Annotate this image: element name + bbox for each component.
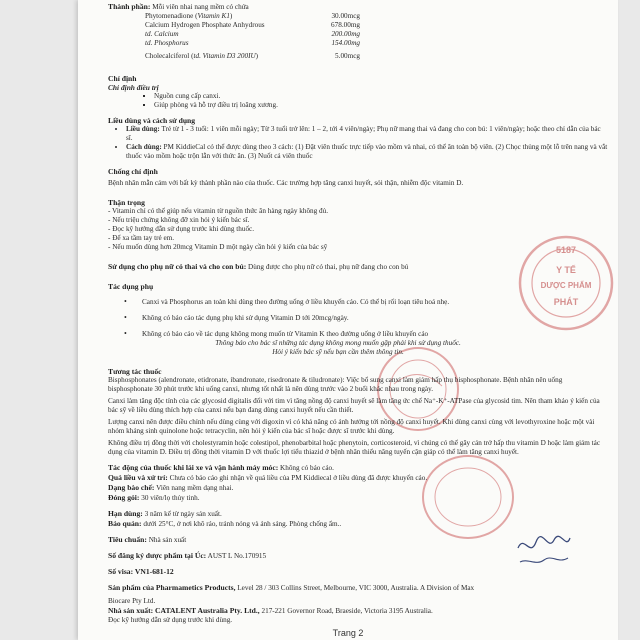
ingredient-name: Calcium Hydrogen Phosphate Anhydrous bbox=[145, 21, 265, 29]
shelf-life-line: Hạn dùng: 3 năm kể từ ngày sản xuất. bbox=[108, 509, 222, 518]
standard-line: Tiêu chuẩn: Nhà sản xuất bbox=[108, 535, 187, 544]
page-number: Trang 2 bbox=[332, 628, 364, 638]
list-item: • Cách dùng: PM KiddieCal có thể được dùng theo 3 cách: (1) Đặt viên thuốc trực tiếp vào mồm và nhai, có thể ăn toàn bộ viên. (2) Chọc thủng một lỗ trên nang và vắt thuốc vào mồm hoặc trộn lẫn với thức ăn. (3) Nuốt cả viên thuốc bbox=[126, 143, 608, 161]
final-note: Đọc kỹ hướng dẫn sử dụng trước khi dùng. bbox=[108, 616, 233, 624]
driving-line: Tác động của thuốc khi lái xe và vận hành máy móc: Không có báo cáo. bbox=[108, 463, 334, 472]
document-page bbox=[78, 0, 618, 640]
interaction-paragraph: Bisphosphonates (alendronate, etidronate, ibandronate, risedronate & tiludronate): Việc bổ sung canxi làm giảm hấp thụ bisphosphonate. Bệnh nhân nên uống bisphosphonate 30 phút trước khi uống canxi, nhưng tốt nhất là nên dùng trước vào 2 buổi khác nhau trong ngày. bbox=[108, 376, 563, 393]
interaction-paragraph: Canxi làm tăng độc tính của các glycosid digitalis đối với tim vì tăng nồng độ canxi huyết sẽ làm tăng ức chế Na⁺-K⁺-ATPase của glycosid tim. Nên tham khảo ý kiến của bác sỹ về liều dùng thích hợp của canxi nếu bạn đang dùng canxi huyết nếu cần thiết. bbox=[108, 397, 600, 414]
side-effects-note-2: Hỏi ý kiến bác sỹ nếu bạn cần thêm thông tin. bbox=[272, 348, 404, 356]
precaution-line: - Nếu muốn dùng hơn 20mcg Vitamin D một ngày cần hỏi ý kiến của bác sỹ bbox=[108, 243, 328, 251]
ingredient-name: Cholecalciferol (td. Vitamin D3 200IU) bbox=[145, 52, 259, 60]
list-item: • Liều dùng: Trẻ từ 1 - 3 tuổi: 1 viên mỗi ngày; Từ 3 tuổi trở lên: 1 – 2, tới 4 viên/ngày; Phụ nữ mang thai và đang cho con bú: 1 viên/ngày; hoặc theo chỉ dẫn của bác sĩ. bbox=[126, 125, 608, 143]
pregnancy-heading: Sử dụng cho phụ nữ có thai và cho con bú: bbox=[108, 262, 247, 271]
composition-intro: Mỗi viên nhai nang mềm có chứa bbox=[152, 3, 249, 11]
list-item: ▪ Nguồn cung cấp canxi. bbox=[154, 92, 608, 101]
ingredient-value: 30.00mcg bbox=[331, 12, 360, 20]
precaution-line: - Đọc kỹ hướng dẫn sử dụng trước khi dùng thuốc. bbox=[108, 225, 255, 233]
list-item: ▪ Giúp phòng và hỗ trợ điều trị loãng xương. bbox=[154, 101, 608, 110]
side-effects-note-1: Thông báo cho bác sĩ những tác dụng không mong muốn gặp phải khi sử dụng thuốc. bbox=[215, 339, 461, 347]
ingredient-value: 5.00mcg bbox=[335, 52, 360, 60]
dosage-heading: Liều dùng và cách sử dụng bbox=[108, 116, 196, 125]
ingredient-name: td. Phosphorus bbox=[145, 39, 189, 47]
list-item: • Không có báo cáo tác dụng phụ khi sử dụng Vitamin D tới 20mcg/ngày. bbox=[124, 313, 349, 322]
document-content bbox=[108, 2, 608, 625]
precaution-line: - Để xa tầm tay trẻ em. bbox=[108, 234, 175, 242]
stamp-number: 5187 bbox=[555, 245, 577, 255]
stamp-line-2: DƯỢC PHẨM bbox=[540, 281, 592, 290]
precaution-line: - Vitamin chỉ có thể giúp nếu vitamin từ nguồn thức ăn hàng ngày không đủ. bbox=[108, 207, 329, 215]
stamp-line-1: Y TẾ bbox=[556, 265, 576, 275]
registration-line: Số đăng ký dược phẩm tại Úc: AUST L No.170915 bbox=[108, 551, 267, 560]
manufacturer-line: Nhà sản xuất: CATALENT Australia Pty. Ltd., 217-221 Governor Road, Braeside, Victoria 3195 Australia. bbox=[108, 606, 433, 615]
list-item: • Canxi và Phosphorus an toàn khi dùng theo đường uống ở liều khuyến cáo. Có thể bị rối loạn tiêu hoá nhẹ. bbox=[124, 297, 450, 306]
interaction-paragraph: Không điều trị đồng thời với cholestyramin hoặc colestipol, phenobarbital hoặc phenytoin, corticosteroid, vì chúng có thể gây cản trở hấp thu vitamin D hoặc làm giảm tác dụng của vitamin D. Điều trị đồng thời vitamin D với thuốc lợi tiểu thiazid ở bệnh nhân thiểu năng tuyến cận giáp có thể làm tăng canxi huyết. bbox=[108, 439, 601, 456]
precautions-heading: Thận trọng bbox=[108, 198, 145, 207]
pregnancy-line bbox=[108, 262, 608, 272]
ingredient-name: Phytomenadione (Vitamin K1) bbox=[145, 12, 233, 20]
interaction-paragraph: Lượng canxi nên được điều chỉnh nếu dùng cùng với digoxin vì có khả năng có ảnh hưởng tới nồng độ canxi huyết. Khi dùng canxi cùng với levothyroxine hoặc một vài nhóm kháng sinh quinolone hoặc tetracyclin, nên hỏi ý kiến của bác sĩ hoặc được sĩ trước khi dùng. bbox=[108, 418, 595, 435]
list-item: • Không có báo cáo về tác dụng không mong muốn từ Vitamin K theo đường uống ở liều khuyến cáo bbox=[124, 329, 429, 338]
ingredient-value: 678.00mg bbox=[331, 21, 360, 29]
ingredient-value: 200.00mg bbox=[331, 30, 360, 38]
overdose-line: Quá liều và xử trí: Chưa có báo cáo ghi nhận về quá liều của PM Kiddiecal ở liều dùng đã được khuyến cáo. bbox=[108, 473, 428, 482]
product-of-line-2: Biocare Pty Ltd. bbox=[108, 597, 156, 605]
precaution-line: - Nếu triệu chứng không đỡ xin hỏi ý kiến bác sĩ. bbox=[108, 216, 250, 224]
visa-line: Số visa: VN1-681-12 bbox=[108, 567, 174, 576]
ingredient-name: td. Calcium bbox=[145, 30, 179, 38]
packaging-line: Đóng gói: 30 viên/lọ thủy tinh. bbox=[108, 493, 200, 502]
ingredient-value: 154.00mg bbox=[331, 39, 360, 47]
indications-subheading: Chỉ định điều trị bbox=[108, 83, 159, 92]
stamp-line-3: PHÁT bbox=[553, 297, 579, 307]
composition-table-extra bbox=[145, 52, 608, 61]
indications-list bbox=[108, 92, 608, 110]
form-line: Dạng bào chế: Viên nang mềm dạng nhai. bbox=[108, 483, 234, 492]
dosage-list bbox=[108, 125, 608, 161]
composition-heading: Thành phần: bbox=[108, 2, 151, 11]
indications-heading: Chỉ định bbox=[108, 74, 137, 83]
contraindications-text: Bệnh nhân mẫn cảm với bất kỳ thành phần nào của thuốc. Các trường hợp tăng canxi huyết, sỏi thận, nhiễm độc vitamin D. bbox=[108, 179, 464, 187]
pregnancy-text: Dùng được cho phụ nữ có thai, phụ nữ đang cho con bú bbox=[248, 263, 409, 271]
product-of-line: Sản phẩm của Pharmametics Products, Level 28 / 303 Collins Street, Melbourne, VIC 3000, Australia. A Division of Max bbox=[108, 583, 475, 592]
contraindications-heading: Chống chỉ định bbox=[108, 167, 158, 176]
composition-heading-line bbox=[108, 2, 608, 12]
composition-table bbox=[145, 12, 608, 48]
side-effects-heading: Tác dụng phụ bbox=[108, 282, 154, 291]
storage-line: Bảo quản: dưới 25°C, ở nơi khô ráo, tránh nóng và ánh sáng. Phòng chống ẩm.. bbox=[108, 519, 342, 528]
interactions-heading: Tương tác thuốc bbox=[108, 367, 162, 376]
